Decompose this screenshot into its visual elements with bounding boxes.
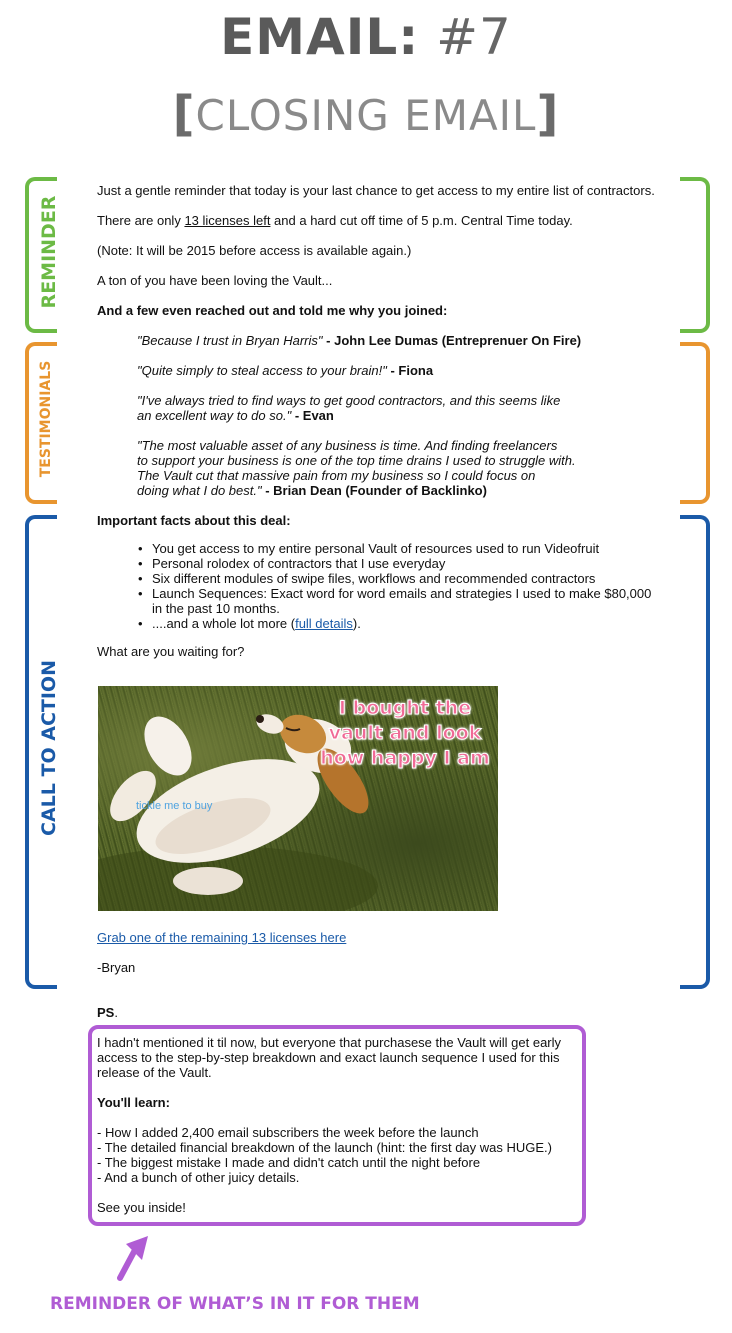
list-item: - And a bunch of other juicy details. xyxy=(97,1170,300,1185)
subtitle-bracket-close: ] xyxy=(536,86,560,142)
arrow-up-icon xyxy=(112,1232,156,1284)
testimonial-3-line2 xyxy=(137,408,334,423)
testimonial-4-quote-l4: doing what I do best." xyxy=(137,483,262,498)
facts-list xyxy=(152,541,651,631)
ps-close: See you inside! xyxy=(97,1200,186,1215)
reminder-bracket-right xyxy=(680,177,710,333)
list-item: - How I added 2,400 email subscribers the week before the launch xyxy=(97,1125,479,1140)
testimonial-2-quote: "Quite simply to steal access to your brain!" xyxy=(137,363,387,378)
fact-more-pre: ....and a whole lot more ( xyxy=(152,616,296,631)
ps-para-l3: release of the Vault. xyxy=(97,1065,212,1080)
ps-para-l2: access to the step-by-step breakdown and exact launch sequence I used for this xyxy=(97,1050,560,1065)
testimonial-3-quote-l1: "I've always tried to find ways to get good contractors, and this seems like xyxy=(137,393,561,408)
list-item: • Personal rolodex of contractors that I use everyday xyxy=(152,556,651,571)
ps-learn-heading-text: You'll learn: xyxy=(97,1095,170,1110)
title-number: #7 xyxy=(436,8,512,66)
ps-label xyxy=(97,1005,118,1020)
line-reached-out xyxy=(97,303,447,318)
page-subtitle xyxy=(0,86,732,142)
line-licenses-pre: There are only xyxy=(97,213,185,228)
line-licenses-post: and a hard cut off time of 5 p.m. Central Time today. xyxy=(270,213,573,228)
testimonial-4-line2 xyxy=(137,453,576,468)
testimonial-3-quote-l2: an excellent way to do so." xyxy=(137,408,292,423)
testimonial-4-line3 xyxy=(137,468,535,483)
ps-label-dot: . xyxy=(114,1005,118,1020)
signoff: -Bryan xyxy=(97,960,136,975)
happy-dog-image[interactable] xyxy=(98,686,498,911)
testimonial-2 xyxy=(137,363,433,378)
testimonial-1 xyxy=(137,333,581,348)
list-item xyxy=(152,616,651,631)
testimonial-3-author: - Evan xyxy=(291,408,334,423)
full-details-link[interactable]: full details xyxy=(295,616,353,631)
ps-learn-heading xyxy=(97,1095,170,1110)
list-item: - The detailed financial breakdown of the launch (hint: the first day was HUGE.) xyxy=(97,1140,552,1155)
testimonials-label: TESTIMONIALS xyxy=(38,360,54,478)
testimonials-bracket-right xyxy=(680,342,710,504)
line-reminder: Just a gentle reminder that today is your last chance to get access to my entire list of contractors. xyxy=(97,183,655,198)
testimonial-1-author: - John Lee Dumas (Entreprenuer On Fire) xyxy=(322,333,582,348)
fact-more-post: ). xyxy=(352,616,361,631)
testimonial-4-quote-l3: The Vault cut that massive pain from my business so I could focus on xyxy=(137,468,536,483)
testimonial-4-line1 xyxy=(137,438,557,453)
ps-caption: REMINDER OF WHAT’S IN IT FOR THEM xyxy=(50,1294,420,1314)
subtitle-text: CLOSING EMAIL xyxy=(195,91,537,140)
subtitle-bracket-open: [ xyxy=(172,86,196,142)
facts-heading-text: Important facts about this deal: xyxy=(97,513,291,528)
testimonial-4-author: - Brian Dean (Founder of Backlinko) xyxy=(261,483,487,498)
testimonial-1-quote: "Because I trust in Bryan Harris" xyxy=(137,333,323,348)
facts-heading xyxy=(97,513,291,528)
testimonial-2-author: - Fiona xyxy=(386,363,434,378)
list-item: • Launch Sequences: Exact word for word emails and strategies I used to make $80,000 xyxy=(152,586,651,601)
grab-license-link[interactable]: Grab one of the remaining 13 licenses here xyxy=(97,930,347,945)
testimonial-3-line1 xyxy=(137,393,560,408)
line-loving: A ton of you have been loving the Vault... xyxy=(97,273,333,288)
list-item: • You get access to my entire personal Vault of resources used to run Videofruit xyxy=(152,541,651,556)
cta-label: CALL TO ACTION xyxy=(38,660,60,836)
ps-label-text: PS xyxy=(97,1005,115,1020)
line-waiting: What are you waiting for? xyxy=(97,644,245,659)
line-reached-out-text: And a few even reached out and told me why you joined: xyxy=(97,303,448,318)
title-email: EMAIL: xyxy=(220,8,420,66)
image-caption-text: I bought the vault and look how happy I am xyxy=(320,697,490,769)
testimonial-4-quote-l1: "The most valuable asset of any business is time. And finding freelancers xyxy=(137,438,558,453)
list-item-continuation xyxy=(152,601,651,616)
cta-bracket-right xyxy=(680,515,710,989)
page-title xyxy=(0,8,732,66)
line-note: (Note: It will be 2015 before access is available again.) xyxy=(97,243,412,258)
list-item: - The biggest mistake I made and didn't catch until the night before xyxy=(97,1155,481,1170)
fact-4-continuation-text: in the past 10 months. xyxy=(152,601,280,616)
testimonial-4-quote-l2: to support your business is one of the top time drains I used to struggle with. xyxy=(137,453,576,468)
tickle-me-link[interactable]: tickle me to buy xyxy=(136,800,213,812)
line-licenses xyxy=(97,213,573,228)
reminder-label: REMINDER xyxy=(38,195,60,309)
list-item: • Six different modules of swipe files, workflows and recommended contractors xyxy=(152,571,651,586)
grab-link-line xyxy=(97,930,346,945)
licenses-left-link[interactable]: 13 licenses left xyxy=(184,213,271,228)
ps-para-l1: I hadn't mentioned it til now, but everyone that purchasese the Vault will get early xyxy=(97,1035,562,1050)
testimonial-4-line4 xyxy=(137,483,487,498)
